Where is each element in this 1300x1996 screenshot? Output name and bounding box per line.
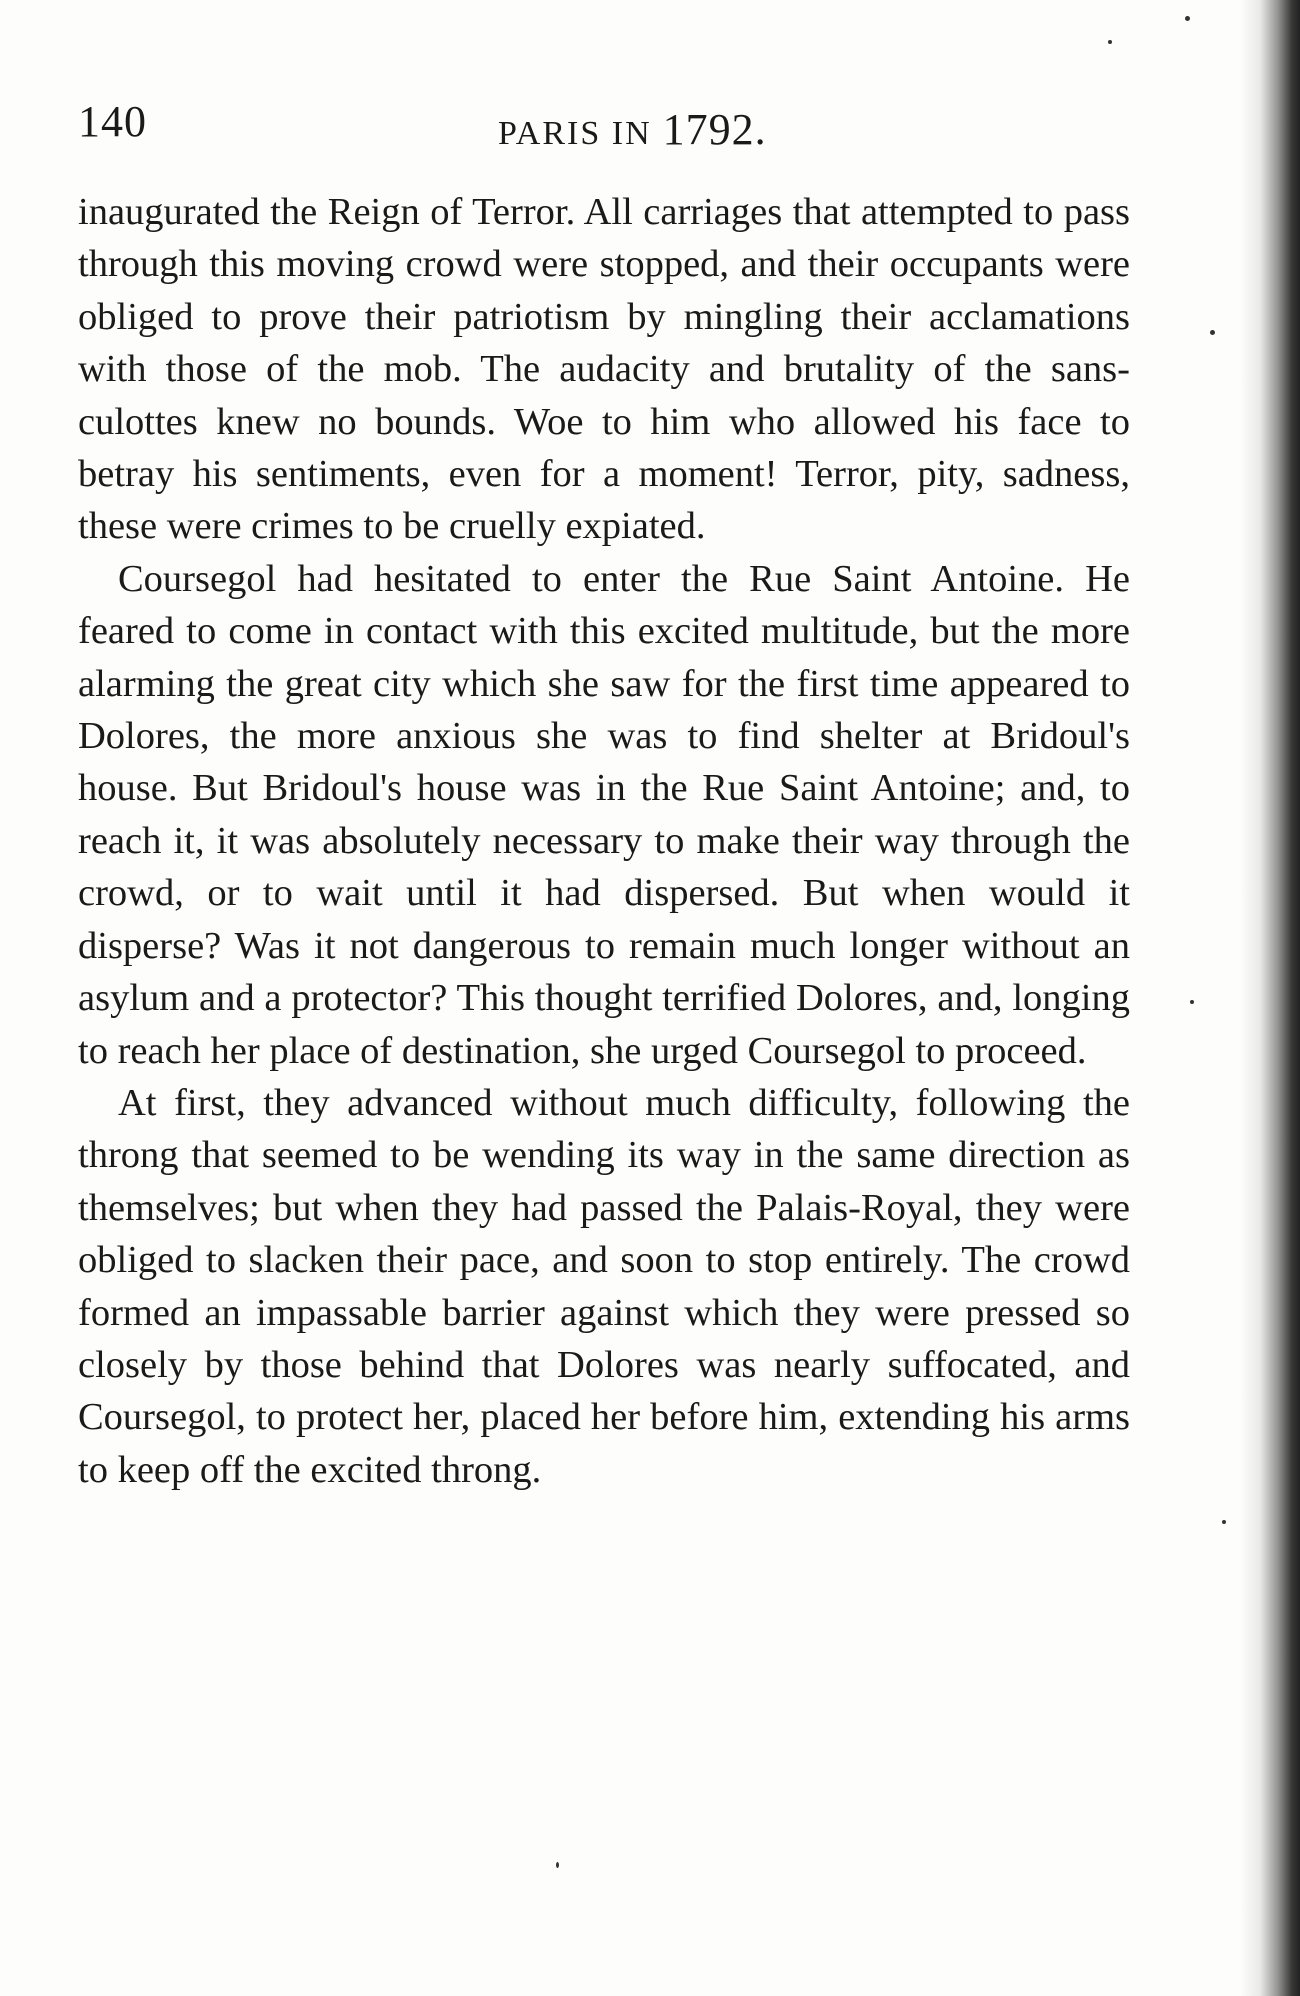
ink-speck — [1185, 16, 1190, 21]
ink-speck — [1190, 1000, 1194, 1004]
ink-speck — [1108, 40, 1112, 44]
ink-speck — [1222, 1520, 1226, 1524]
paragraph-1: inaugurated the Reign of Terror. All carriages that attempted to pass through this moving crowd were stopped, and their occupants were obliged to prove their patriotism by mingling their acclamations with those of the mob. The audacity and brutality of the sans-culottes knew no bounds. Woe to him who allowed his face to betray his sentiments, even for a moment! Terror, pity, sadness, these were crimes to be cruelly expiated. — [78, 191, 1130, 548]
body-text — [78, 186, 1130, 1496]
page-number: 140 — [78, 97, 147, 146]
running-title — [498, 104, 767, 155]
binding-gutter-shadow — [1240, 0, 1300, 1996]
running-title-words: PARIS IN — [498, 115, 652, 152]
paragraph-2: Coursegol had hesitated to enter the Rue Saint Antoine. He feared to come in contact with this excited multitude, but the more alarming the great city which she saw for the first time appeared to Dolores, the more anxious she was to find shelter at Bridoul's house. But Bridoul's house was in the Rue Saint Antoine; and, to reach it, it was absolutely necessary to make their way through the crowd, or to wait until it had dispersed. But when would it disperse? Was it not dangerous to remain much longer without an asylum and a protector? This thought terrified Dolores, and, longing to reach her place of destination, she urged Coursegol to proceed. — [78, 557, 1130, 1072]
paragraph-3: At first, they advanced without much difficulty, following the throng that seemed to be wending its way in the same direction as themselves; but when they had passed the Palais-Royal, they were obliged to slacken their pace, and soon to stop entirely. The crowd formed an impassable barrier against which they were pressed so closely by those behind that Dolores was nearly suffocated, and Coursegol, to protect her, placed her before him, extending his arms to keep off the excited throng. — [78, 1081, 1130, 1491]
running-title-year: 1792. — [662, 105, 767, 154]
running-head — [78, 96, 1128, 156]
ink-speck — [556, 1862, 559, 1868]
ink-speck — [1210, 330, 1215, 335]
